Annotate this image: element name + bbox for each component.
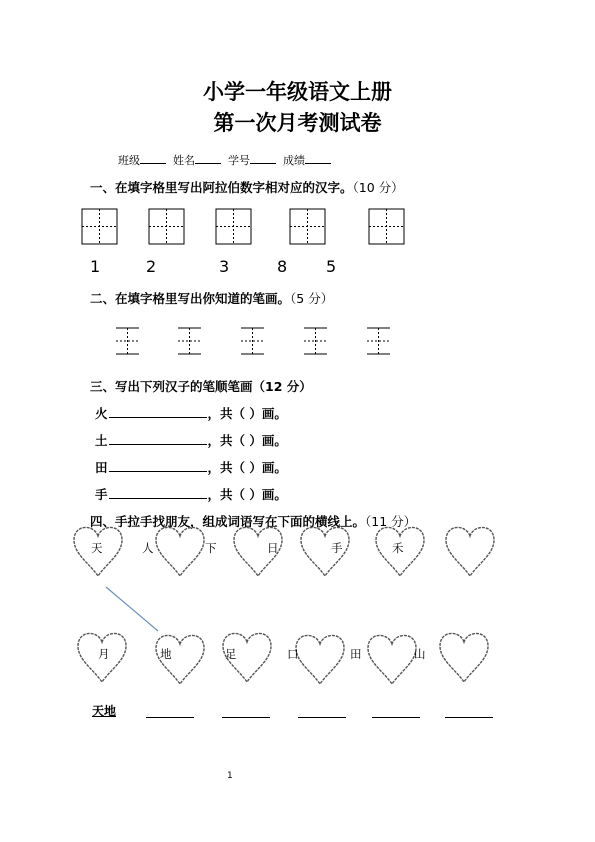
heart-char-top-2[interactable]: 人 (142, 541, 154, 555)
answer-blank-1[interactable] (146, 717, 194, 718)
answer-blank-2[interactable] (222, 717, 270, 718)
section-3-title: 三、写出下列汉子的笔顺笔画（12 分） (90, 379, 312, 394)
stroke-row-1-suffix: ，共（ ）画。 (207, 406, 287, 421)
heart-char-top-3[interactable]: 下 (205, 541, 217, 555)
section-1-points: （10 分） (352, 180, 404, 195)
stroke-row-2-char: 土 (95, 433, 108, 448)
score-label: 成绩 (283, 154, 305, 167)
match-connector-line (106, 587, 158, 631)
heart-char-top-6[interactable]: 禾 (392, 541, 404, 555)
heart-char-bottom-6[interactable]: 山 (414, 647, 426, 661)
section-2-title: 二、在填字格里写出你知道的笔画。 (90, 291, 291, 306)
section-4-points: （11 分） (365, 514, 417, 529)
heart-icon (446, 527, 494, 576)
stroke-row-3-suffix: ，共（ ）画。 (207, 460, 287, 475)
heart-char-bottom-2[interactable]: 地 (160, 647, 172, 661)
digit-4: 8 (277, 257, 288, 276)
heart-char-bottom-1[interactable]: 月 (98, 647, 110, 661)
heart-char-top-1[interactable]: 天 (91, 541, 103, 555)
stroke-row-4-suffix: ，共（ ）画。 (207, 487, 287, 502)
section-4-title: 四、手拉手找朋友，组成词语写在下面的横线上。 (90, 514, 366, 529)
stroke-row-3-char: 田 (95, 460, 108, 475)
heart-char-bottom-5[interactable]: 田 (350, 647, 362, 661)
page-title-line2: 第一次月考测试卷 (213, 111, 382, 135)
example-word: 天地 (92, 704, 117, 718)
digit-5: 5 (326, 257, 337, 276)
answer-blank-5[interactable] (445, 717, 493, 718)
page-number: 1 (227, 771, 233, 781)
digit-2: 2 (146, 257, 157, 276)
number-label: 学号 (228, 154, 250, 167)
answer-blank-3[interactable] (298, 717, 346, 718)
heart-char-bottom-3[interactable]: 足 (225, 647, 237, 661)
section-2-points: （5 分） (290, 291, 334, 306)
digit-1: 1 (90, 257, 101, 276)
heart-char-bottom-4[interactable]: 口 (287, 647, 299, 661)
page-title-line1: 小学一年级语文上册 (203, 80, 392, 104)
stroke-row-4-char: 手 (95, 487, 108, 502)
name-label: 姓名 (173, 154, 195, 167)
heart-icon (368, 635, 416, 684)
stroke-row-1-char: 火 (95, 406, 108, 421)
digit-3: 3 (219, 257, 230, 276)
heart-icon (296, 635, 344, 684)
heart-icon (156, 527, 204, 576)
heart-icon (440, 633, 488, 682)
section-1-title: 一、在填字格里写出阿拉伯数字相对应的汉字。 (90, 180, 353, 195)
stroke-row-2-suffix: ，共（ ）画。 (207, 433, 287, 448)
answer-blank-4[interactable] (372, 717, 420, 718)
heart-char-top-5[interactable]: 手 (331, 541, 343, 555)
class-label: 班级 (118, 154, 140, 167)
heart-char-top-4[interactable]: 日 (267, 541, 279, 555)
